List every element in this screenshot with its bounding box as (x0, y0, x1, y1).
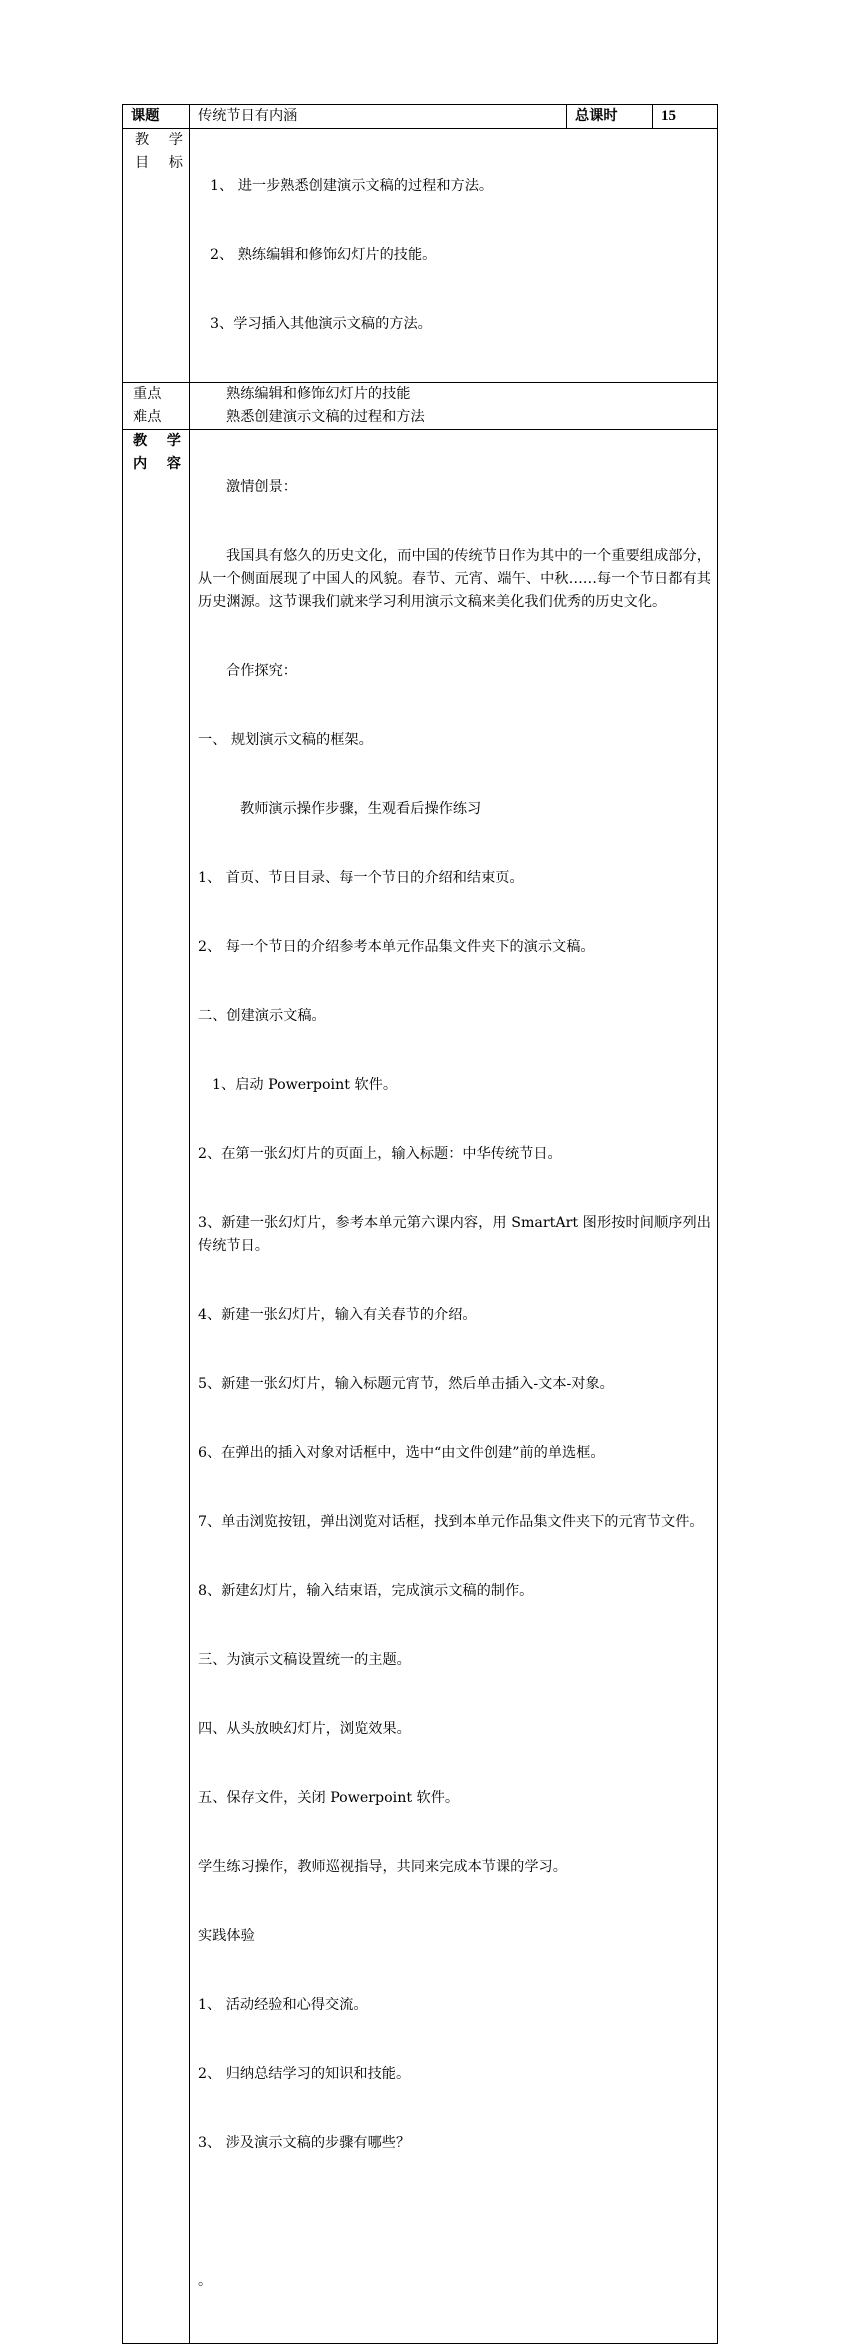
practice-item: 1、 活动经验和心得交流。 (198, 1997, 368, 2013)
key-point-value: 熟练编辑和修饰幻灯片的技能 (226, 386, 411, 402)
difficulty-value: 熟悉创建演示文稿的过程和方法 (226, 409, 425, 425)
blank-line (198, 2201, 711, 2224)
section-2-title: 二、创建演示文稿。 (198, 1008, 326, 1024)
section-2-step: 8、新建幻灯片，输入结束语，完成演示文稿的制作。 (198, 1583, 534, 1599)
key-point-label: 重点 (133, 386, 162, 402)
goals-content (190, 129, 718, 383)
goals-label-line1: 教 学 (135, 132, 183, 148)
section-2-step: 4、新建一张幻灯片，输入有关春节的介绍。 (198, 1307, 477, 1323)
lesson-plan-table (122, 104, 718, 2344)
goal-item: 1、 进一步熟悉创建演示文稿的过程和方法。 (210, 178, 494, 194)
content-label-line1: 教 学 (133, 433, 181, 449)
difficulty-label: 难点 (133, 409, 162, 425)
goals-label-line2: 目 标 (135, 155, 183, 171)
section-2-step: 7、单击浏览按钮，弹出浏览对话框，找到本单元作品集文件夹下的元宵节文件。 (198, 1514, 704, 1530)
section-3-title: 三、为演示文稿设置统一的主题。 (198, 1652, 411, 1668)
practice-item: 2、 归纳总结学习的知识和技能。 (198, 2066, 411, 2082)
practice-item: 3、 涉及演示文稿的步骤有哪些？ (198, 2135, 411, 2151)
intro-heading: 激情创景： (226, 479, 297, 495)
section-2-step: 3、新建一张幻灯片，参考本单元第六课内容，用 SmartArt 图形按时间顺序列出传统节日。 (198, 1215, 711, 1254)
explore-heading: 合作探究： (226, 663, 297, 679)
header-row (123, 105, 718, 129)
section-2-step: 2、在第一张幻灯片的页面上，输入标题：中华传统节日。 (198, 1146, 562, 1162)
content-row (123, 430, 718, 2344)
end-mark: 。 (198, 2273, 213, 2289)
content-label-line2: 内 容 (133, 456, 181, 472)
total-hours-value: 15 (653, 105, 718, 129)
topic-label: 课题 (123, 105, 190, 129)
goals-row (123, 129, 718, 383)
section-4-title: 四、从头放映幻灯片，浏览效果。 (198, 1721, 411, 1737)
section-1-item: 2、 每一个节日的介绍参考本单元作品集文件夹下的演示文稿。 (198, 939, 595, 955)
focus-labels (123, 383, 190, 430)
total-hours-label: 总课时 (567, 105, 653, 129)
section-2-step: 1、启动 Powerpoint 软件。 (212, 1077, 398, 1093)
section-2-step: 6、在弹出的插入对象对话框中，选中“由文件创建”前的单选框。 (198, 1445, 605, 1461)
goal-item: 3、学习插入其他演示文稿的方法。 (210, 316, 432, 332)
content-label (123, 430, 190, 2344)
goals-label (123, 129, 190, 383)
section-1-subtitle: 教师演示操作步骤，生观看后操作练习 (240, 801, 482, 817)
goal-item: 2、 熟练编辑和修饰幻灯片的技能。 (210, 247, 437, 263)
section-1-item: 1、 首页、节日目录、每一个节日的介绍和结束页。 (198, 870, 524, 886)
content-body (190, 430, 718, 2344)
closing-line: 学生练习操作，教师巡视指导，共同来完成本节课的学习。 (198, 1859, 567, 1875)
section-1-title: 一、 规划演示文稿的框架。 (198, 732, 373, 748)
intro-paragraph: 我国具有悠久的历史文化，而中国的传统节日作为其中的一个重要组成部分，从一个侧面展现了中国人的风貌。春节、元宵、端午、中秋……每一个节日都有其历史渊源。这节课我们就来学习利用演示文稿来美化我们优秀的历史文化。 (198, 548, 711, 610)
section-2-step: 5、新建一张幻灯片，输入标题元宵节，然后单击插入-文本-对象。 (198, 1376, 614, 1392)
topic-value: 传统节日有内涵 (190, 105, 567, 129)
focus-values (190, 383, 718, 430)
section-5-title: 五、保存文件，关闭 Powerpoint 软件。 (198, 1790, 460, 1806)
practice-heading: 实践体验 (198, 1928, 255, 1944)
focus-row (123, 383, 718, 430)
